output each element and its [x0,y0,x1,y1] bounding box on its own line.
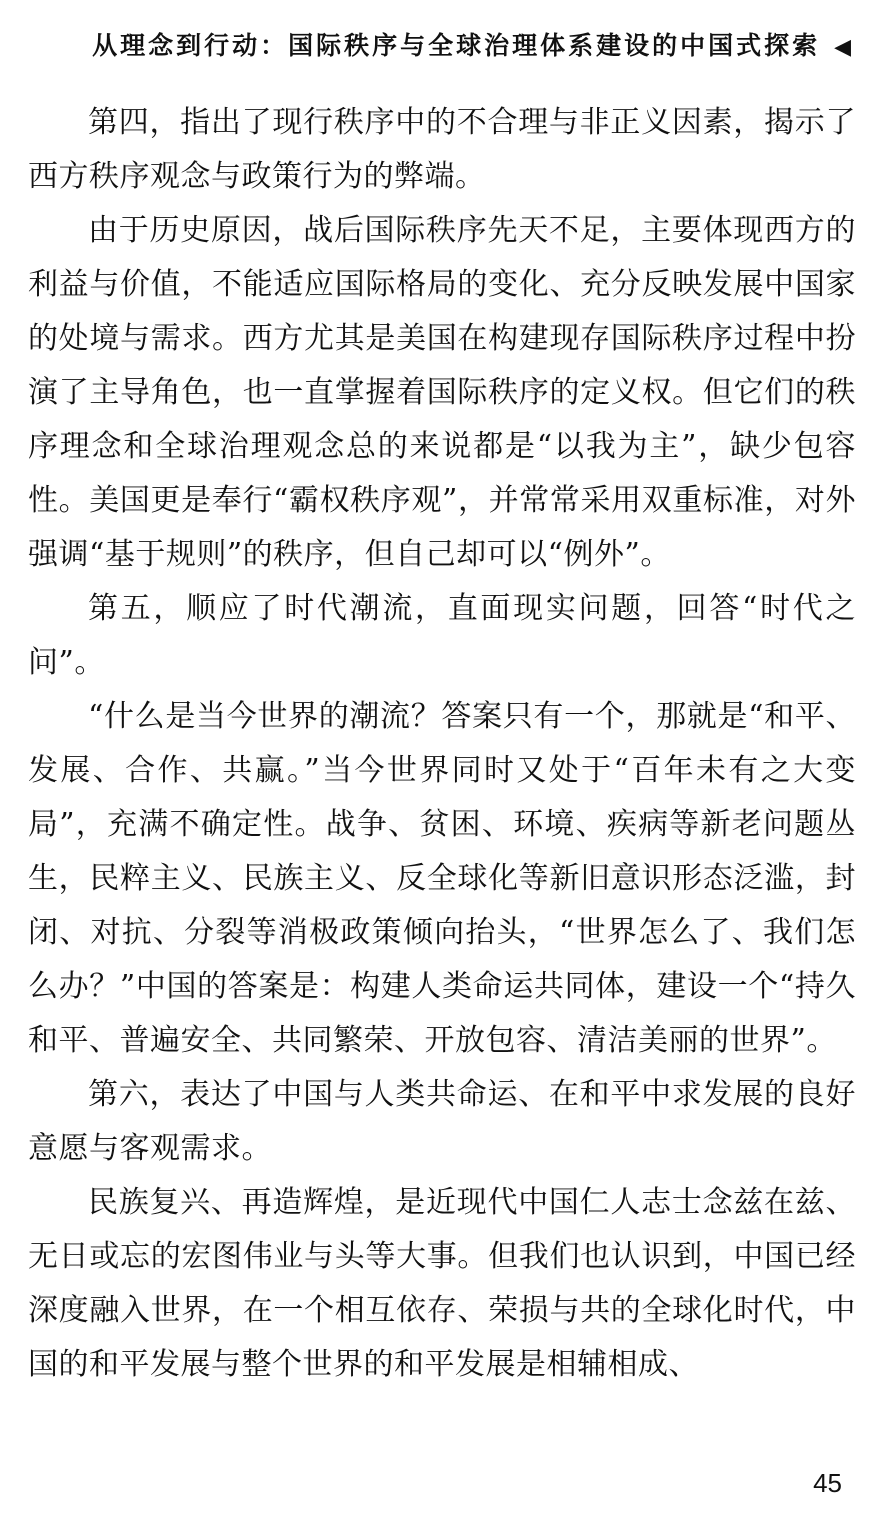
paragraph: 第六，表达了中国与人类共命运、在和平中求发展的良好意愿与客观需求。 [28,1077,856,1166]
running-header [92,26,854,62]
header-title: 从理念到行动：国际秩序与全球治理体系建设的中国式探索 [92,31,821,60]
page-number: 45 [813,1468,842,1498]
triangle-left-icon: ◀ [834,35,854,60]
body-text [28,96,856,1392]
paragraph: 第四，指出了现行秩序中的不合理与非正义因素，揭示了西方秩序观念与政策行为的弊端。 [28,105,856,194]
paragraph: 由于历史原因，战后国际秩序先天不足，主要体现西方的利益与价值，不能适应国际格局的变化、充分反映发展中国家的处境与需求。西方尤其是美国在构建现存国际秩序过程中扮演了主导角色，也一直掌握着国际秩序的定义权。但它们的秩序理念和全球治理观念总的来说都是“以我为主”，缺少包容性。美国更是奉行“霸权秩序观”，并常常采用双重标准，对外强调“基于规则”的秩序，但自己却可以“例外”。 [28,213,856,572]
paragraph: “什么是当今世界的潮流？答案只有一个，那就是“和平、发展、合作、共赢。”当今世界同时又处于“百年未有之大变局”，充满不确定性。战争、贫困、环境、疾病等新老问题丛生，民粹主义、民族主义、反全球化等新旧意识形态泛滥，封闭、对抗、分裂等消极政策倾向抬头，“世界怎么了、我们怎么办？”中国的答案是：构建人类命运共同体，建设一个“持久和平、普遍安全、共同繁荣、开放包容、清洁美丽的世界”。 [28,699,856,1058]
paragraph: 第五，顺应了时代潮流，直面现实问题，回答“时代之问”。 [28,591,856,680]
paragraph: 民族复兴、再造辉煌，是近现代中国仁人志士念兹在兹、无日或忘的宏图伟业与头等大事。但我们也认识到，中国已经深度融入世界，在一个相互依存、荣损与共的全球化时代，中国的和平发展与整个世界的和平发展是相辅相成、 [28,1185,856,1382]
